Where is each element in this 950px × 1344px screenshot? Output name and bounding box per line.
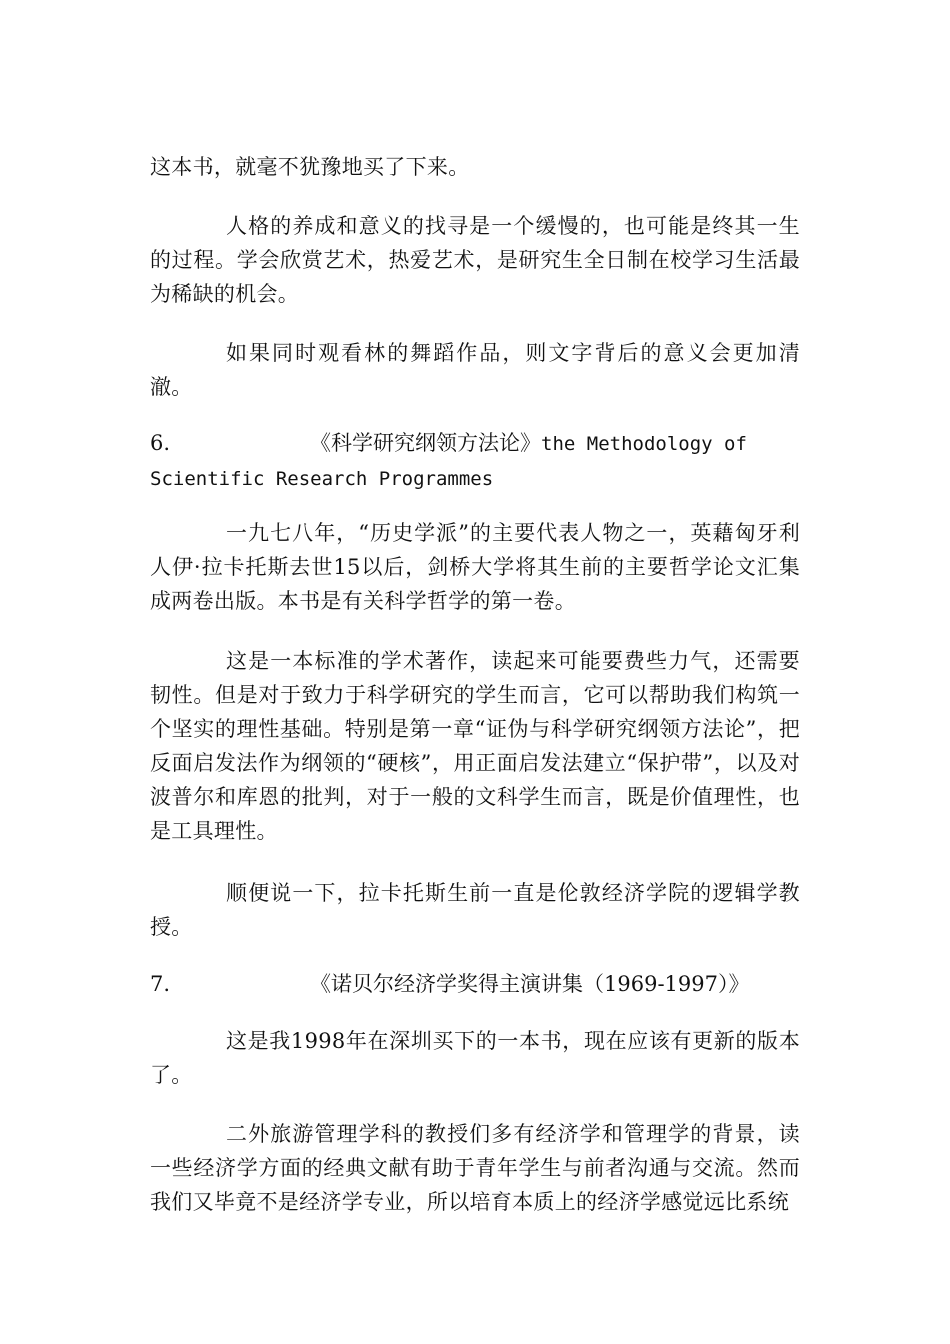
paragraph: 这本书，就毫不犹豫地买了下来。 (150, 155, 470, 179)
paragraph: 一九七八年，“历史学派”的主要代表人物之一，英藉匈牙利人伊·拉卡托斯去世15以后，剑桥大学将其生前的主要哲学论文汇集成两卷出版。本书是有关科学哲学的第一卷。 (150, 521, 800, 613)
heading-number: 6. (150, 431, 171, 455)
heading-title-cn: 《科学研究纲领方法论》 (310, 431, 541, 455)
paragraph: 二外旅游管理学科的教授们多有经济学和管理学的背景，读一些经济学方面的经典文献有助于青年学生与前者沟通与交流。然而我们又毕竟不是经济学专业，所以培育本质上的经济学感觉远比系统 (150, 1122, 800, 1214)
paragraph: 这是我1998年在深圳买下的一本书，现在应该有更新的版本了。 (150, 1029, 800, 1087)
heading-title: 《诺贝尔经济学奖得主演讲集（1969-1997）》 (310, 972, 750, 996)
paragraph: 这是一本标准的学术著作，读起来可能要费些力气，还需要韧性。但是对于致力于科学研究的学生而言，它可以帮助我们构筑一个坚实的理性基础。特别是第一章“证伪与科学研究纲领方法论”，把反面启发法作为纲领的“硬核”，用正面启发法建立“保护带”，以及对波普尔和库恩的批判，对于一般的文科学生而言，既是价值理性，也是工具理性。 (150, 649, 800, 843)
paragraph: 顺便说一下，拉卡托斯生前一直是伦敦经济学院的逻辑学教授。 (150, 881, 800, 939)
heading-title-en: the Methodology of Scientific Research Programmes (150, 433, 747, 490)
heading-number: 7. (150, 972, 171, 996)
section-heading-6 (150, 426, 800, 496)
section-heading-7 (150, 967, 800, 1001)
paragraph: 如果同时观看林的舞蹈作品，则文字背后的意义会更加清澈。 (150, 341, 800, 399)
paragraph: 人格的养成和意义的找寻是一个缓慢的，也可能是终其一生的过程。学会欣赏艺术，热爱艺术，是研究生全日制在校学习生活最为稀缺的机会。 (150, 214, 800, 306)
